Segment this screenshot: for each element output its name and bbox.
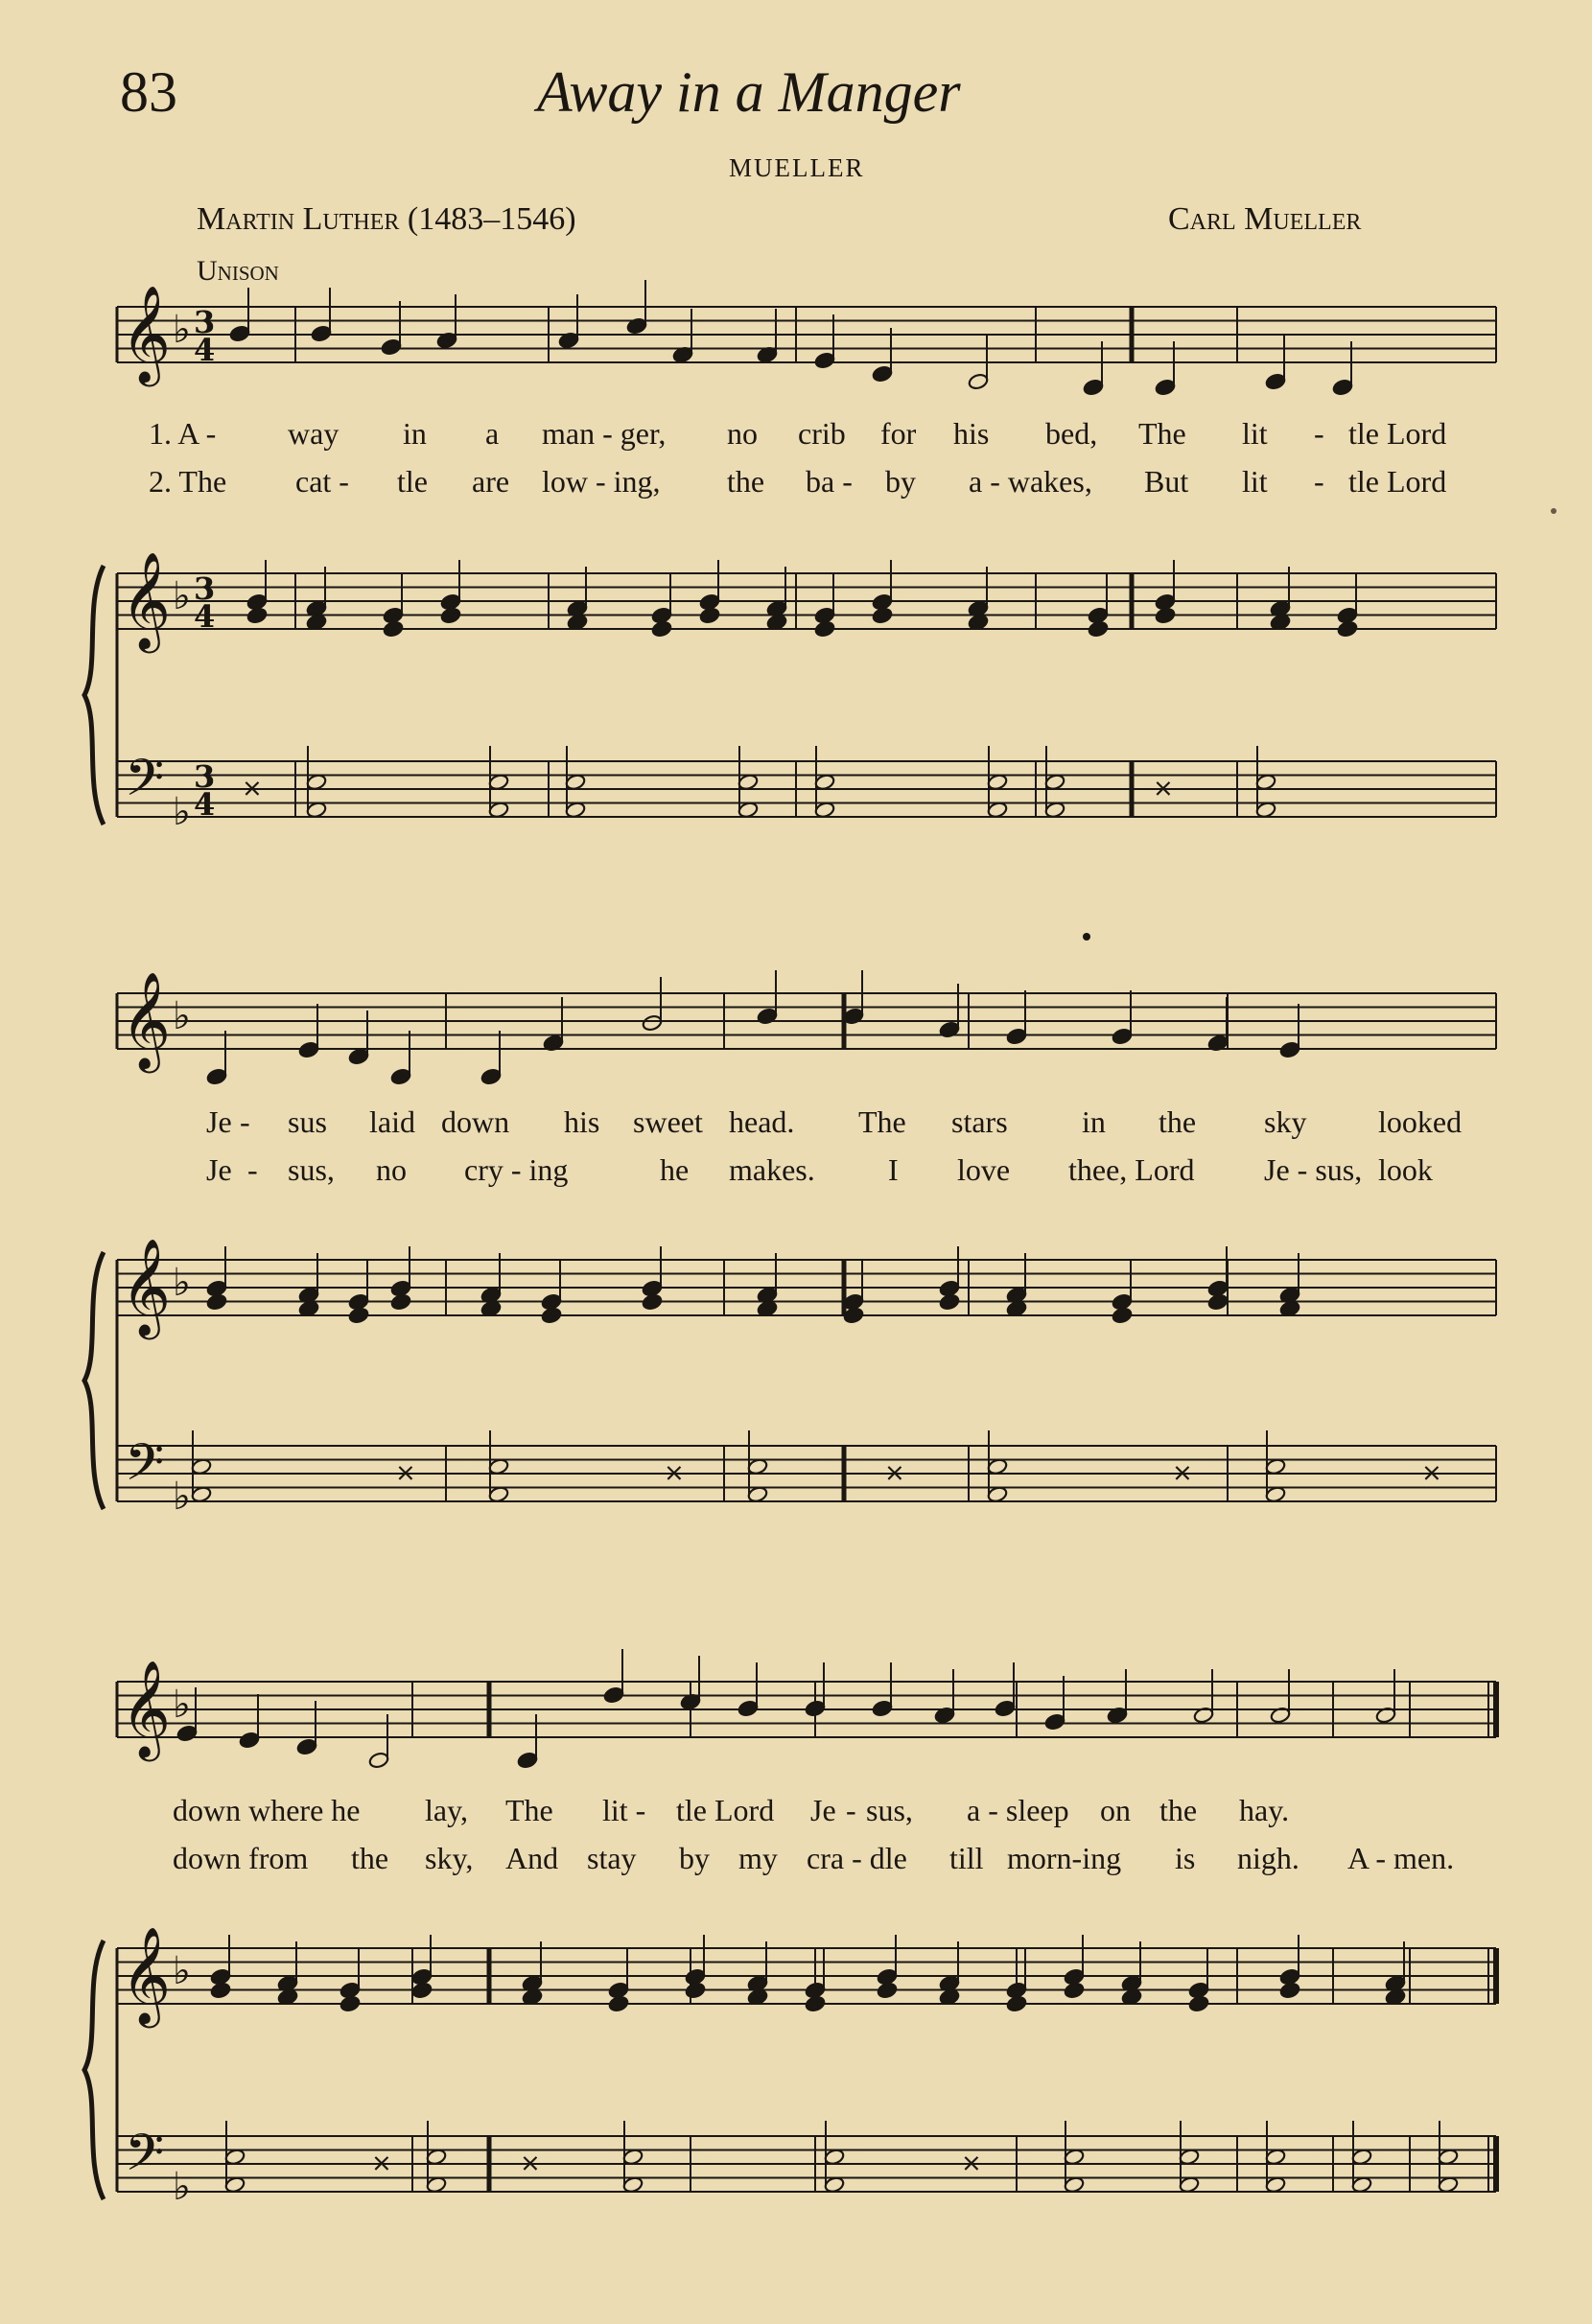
note-head bbox=[296, 1738, 317, 1756]
brace-icon bbox=[84, 1941, 104, 2199]
author-credit: Martin Luther (1483–1546) bbox=[197, 201, 576, 237]
flat-icon: ♭ bbox=[173, 1683, 191, 1727]
lyric-syllable: - bbox=[846, 1793, 856, 1827]
note-head bbox=[383, 620, 404, 639]
lyric-syllable: till bbox=[949, 1841, 984, 1875]
note-head bbox=[390, 1293, 411, 1312]
note-head bbox=[541, 1307, 562, 1325]
note-head bbox=[311, 325, 332, 343]
note-head bbox=[872, 1700, 893, 1718]
lyric-syllable: cry - ing bbox=[464, 1152, 569, 1187]
lyric-syllable: in bbox=[403, 416, 427, 451]
note-head bbox=[1112, 1307, 1133, 1325]
rest-icon: × bbox=[520, 2149, 541, 2178]
note-head bbox=[814, 352, 835, 370]
lyric-syllable: sky bbox=[1264, 1104, 1307, 1139]
lyric-syllable: bed, bbox=[1045, 416, 1098, 451]
lyric-syllable: lit bbox=[1242, 464, 1268, 499]
note-head bbox=[805, 1995, 826, 2013]
lyric-syllable: And bbox=[505, 1841, 559, 1875]
note-head bbox=[246, 607, 268, 625]
note-head bbox=[805, 1700, 826, 1718]
lyric-syllable: a - sleep bbox=[967, 1793, 1069, 1827]
lyric-syllable: the bbox=[1159, 1793, 1198, 1827]
note-head bbox=[390, 1068, 411, 1086]
lyric-syllable: in bbox=[1082, 1104, 1106, 1139]
lyric-syllable: The bbox=[1138, 416, 1186, 451]
time-signature-numerator: 3 bbox=[194, 304, 216, 340]
flat-icon: ♭ bbox=[173, 1475, 191, 1519]
lyric-syllable: - bbox=[1314, 416, 1324, 451]
time-signature-numerator: 3 bbox=[194, 758, 216, 795]
note-head bbox=[368, 1752, 389, 1770]
lyric-syllable: on bbox=[1100, 1793, 1131, 1827]
lyric-syllable: - bbox=[1314, 464, 1324, 499]
note-head bbox=[626, 317, 647, 336]
lyric-syllable: no bbox=[376, 1152, 407, 1187]
lyric-syllable: no bbox=[727, 416, 758, 451]
lyric-syllable: The bbox=[858, 1104, 906, 1139]
lyric-syllable: looked bbox=[1378, 1104, 1463, 1139]
lyric-syllable: tle bbox=[397, 464, 428, 499]
brace-icon bbox=[84, 566, 104, 825]
note-head bbox=[603, 1686, 624, 1705]
lyric-syllable: sus, bbox=[866, 1793, 913, 1827]
treble-clef-icon: 𝄞 bbox=[121, 550, 172, 649]
note-head bbox=[348, 1048, 369, 1066]
lyric-syllable: 2. The bbox=[149, 464, 227, 499]
time-signature-denominator: 4 bbox=[194, 598, 216, 635]
note-head bbox=[699, 607, 720, 625]
note-head bbox=[1064, 1982, 1085, 2000]
lyric-syllable: lit - bbox=[602, 1793, 646, 1827]
tune-name: MUELLER bbox=[729, 153, 865, 182]
lyric-syllable: hay. bbox=[1239, 1793, 1290, 1827]
lyric-syllable: A - men. bbox=[1347, 1841, 1455, 1875]
brace-icon bbox=[84, 1252, 104, 1509]
lyric-syllable: But bbox=[1144, 464, 1189, 499]
lyric-syllable: cra - dle bbox=[807, 1841, 907, 1875]
flat-icon: ♭ bbox=[173, 2165, 191, 2209]
lyric-syllable: sky, bbox=[425, 1841, 474, 1875]
treble-clef-icon: 𝄞 bbox=[121, 1237, 172, 1336]
rest-icon: × bbox=[1421, 1458, 1442, 1488]
rest-icon: × bbox=[884, 1458, 905, 1488]
flat-icon: ♭ bbox=[173, 574, 191, 618]
lyric-syllable: my bbox=[738, 1841, 778, 1875]
lyric-syllable: - bbox=[247, 1152, 258, 1187]
note-head bbox=[210, 1982, 231, 2000]
note-head bbox=[1006, 1995, 1027, 2013]
lyric-syllable: are bbox=[472, 464, 510, 499]
rest-icon: × bbox=[395, 1458, 416, 1488]
note-head bbox=[642, 1014, 663, 1033]
lyric-syllable: a bbox=[485, 416, 500, 451]
note-head bbox=[608, 1995, 629, 2013]
note-head bbox=[995, 1700, 1016, 1718]
flat-icon: ♭ bbox=[173, 790, 191, 834]
lyric-syllable: lit bbox=[1242, 416, 1268, 451]
lyric-syllable: head. bbox=[729, 1104, 795, 1139]
note-head bbox=[298, 1041, 319, 1059]
bass-clef-icon: 𝄢 bbox=[125, 2124, 165, 2196]
lyric-syllable: by bbox=[679, 1841, 710, 1875]
lyric-syllable: stars bbox=[951, 1104, 1008, 1139]
note-head bbox=[206, 1293, 227, 1312]
note-head bbox=[1088, 620, 1109, 639]
note-head bbox=[1006, 1028, 1027, 1046]
rest-icon: × bbox=[242, 774, 263, 803]
note-head bbox=[968, 373, 989, 391]
lyric-syllable: stay bbox=[587, 1841, 637, 1875]
lyric-syllable: is bbox=[1175, 1841, 1196, 1875]
note-head bbox=[685, 1982, 706, 2000]
ink-dot bbox=[1551, 508, 1557, 514]
note-head bbox=[348, 1307, 369, 1325]
note-head bbox=[381, 338, 402, 357]
lyric-syllable: thee, Lord bbox=[1068, 1152, 1195, 1187]
lyric-syllable: way bbox=[288, 416, 339, 451]
note-head bbox=[1279, 1041, 1300, 1059]
lyric-syllable: low - ing, bbox=[542, 464, 661, 499]
lyric-syllable: look bbox=[1378, 1152, 1433, 1187]
lyric-syllable: the bbox=[727, 464, 765, 499]
note-head bbox=[737, 1700, 759, 1718]
flat-icon: ♭ bbox=[173, 1949, 191, 1993]
bass-clef-icon: 𝄢 bbox=[125, 749, 165, 821]
lyric-syllable: laid bbox=[369, 1104, 415, 1139]
note-head bbox=[939, 1293, 960, 1312]
note-head bbox=[872, 607, 893, 625]
treble-clef-icon: 𝄞 bbox=[121, 1659, 172, 1757]
lyric-syllable: a - wakes, bbox=[969, 464, 1092, 499]
note-head bbox=[176, 1725, 198, 1743]
rest-icon: × bbox=[371, 2149, 392, 2178]
lyric-syllable: his bbox=[564, 1104, 600, 1139]
treble-clef-icon: 𝄞 bbox=[121, 970, 172, 1069]
lyric-syllable: sweet bbox=[633, 1104, 703, 1139]
note-head bbox=[517, 1752, 538, 1770]
lyric-syllable: cat - bbox=[295, 464, 349, 499]
note-head bbox=[480, 1068, 502, 1086]
lyric-syllable: ba - bbox=[806, 464, 853, 499]
lyric-syllable: down where he bbox=[173, 1793, 361, 1827]
lyric-syllable: - bbox=[240, 1104, 250, 1139]
lyric-syllable: the bbox=[351, 1841, 389, 1875]
lyric-syllable: by bbox=[885, 464, 916, 499]
lyric-syllable: Je bbox=[206, 1152, 232, 1187]
note-head bbox=[757, 1008, 778, 1026]
lyric-syllable: for bbox=[880, 416, 917, 451]
treble-clef-icon: 𝄞 bbox=[121, 1925, 172, 2024]
note-head bbox=[1155, 607, 1176, 625]
note-head bbox=[411, 1982, 433, 2000]
lyric-syllable: Je bbox=[810, 1793, 836, 1827]
note-head bbox=[1337, 620, 1358, 639]
note-head bbox=[1332, 379, 1353, 397]
note-head bbox=[1083, 379, 1104, 397]
note-head bbox=[440, 607, 461, 625]
lyric-syllable: crib bbox=[798, 416, 846, 451]
note-head bbox=[872, 365, 893, 383]
note-head bbox=[877, 1982, 898, 2000]
lyric-syllable: sus bbox=[288, 1104, 327, 1139]
rest-icon: × bbox=[1172, 1458, 1193, 1488]
note-head bbox=[939, 1021, 960, 1039]
lyric-syllable: I bbox=[888, 1152, 899, 1187]
time-signature-denominator: 4 bbox=[194, 786, 216, 823]
lyric-syllable: 1. A - bbox=[149, 416, 217, 451]
lyric-syllable: he bbox=[660, 1152, 690, 1187]
bass-clef-icon: 𝄢 bbox=[125, 1433, 165, 1505]
note-head bbox=[814, 620, 835, 639]
note-head bbox=[1207, 1293, 1229, 1312]
rest-icon: × bbox=[664, 1458, 685, 1488]
lyric-syllable: morn-ing bbox=[1007, 1841, 1122, 1875]
lyric-syllable: man - ger, bbox=[542, 416, 667, 451]
note-head bbox=[239, 1731, 260, 1750]
lyric-syllable: Je - sus, bbox=[1264, 1152, 1363, 1187]
note-head bbox=[1155, 379, 1176, 397]
flat-icon: ♭ bbox=[173, 994, 191, 1038]
lyric-syllable: down bbox=[441, 1104, 510, 1139]
note-head bbox=[642, 1293, 663, 1312]
lyric-syllable: down from bbox=[173, 1841, 309, 1875]
flat-icon: ♭ bbox=[173, 1261, 191, 1305]
note-head bbox=[339, 1995, 361, 2013]
time-signature-denominator: 4 bbox=[194, 332, 216, 368]
note-head bbox=[206, 1068, 227, 1086]
hymn-title: Away in a Manger bbox=[537, 60, 961, 124]
hymn-number: 83 bbox=[120, 60, 177, 124]
note-head bbox=[1279, 1982, 1300, 2000]
lyric-syllable: tle Lord bbox=[676, 1793, 775, 1827]
time-signature-numerator: 3 bbox=[194, 570, 216, 607]
lyric-syllable: lay, bbox=[425, 1793, 469, 1827]
rest-icon: × bbox=[1153, 774, 1174, 803]
ink-dot bbox=[1083, 933, 1090, 941]
lyric-syllable: nigh. bbox=[1237, 1841, 1299, 1875]
lyric-syllable: makes. bbox=[729, 1152, 815, 1187]
lyric-syllable: tle Lord bbox=[1348, 464, 1447, 499]
treble-clef-icon: 𝄞 bbox=[121, 284, 172, 383]
lyric-syllable: his bbox=[953, 416, 990, 451]
performance-direction: Unison bbox=[197, 255, 279, 287]
rest-icon: × bbox=[961, 2149, 982, 2178]
note-head bbox=[651, 620, 672, 639]
lyric-syllable: love bbox=[957, 1152, 1011, 1187]
note-head bbox=[1265, 373, 1286, 391]
lyric-syllable: the bbox=[1159, 1104, 1197, 1139]
flat-icon: ♭ bbox=[173, 308, 191, 352]
lyric-syllable: Je bbox=[206, 1104, 232, 1139]
composer-credit: Carl Mueller bbox=[1168, 201, 1362, 237]
lyric-syllable: sus, bbox=[288, 1152, 335, 1187]
note-head bbox=[1112, 1028, 1133, 1046]
lyric-syllable: tle Lord bbox=[1348, 416, 1447, 451]
note-head bbox=[229, 325, 250, 343]
note-head bbox=[1044, 1713, 1065, 1731]
lyric-syllable: The bbox=[505, 1793, 553, 1827]
note-head bbox=[1188, 1995, 1209, 2013]
